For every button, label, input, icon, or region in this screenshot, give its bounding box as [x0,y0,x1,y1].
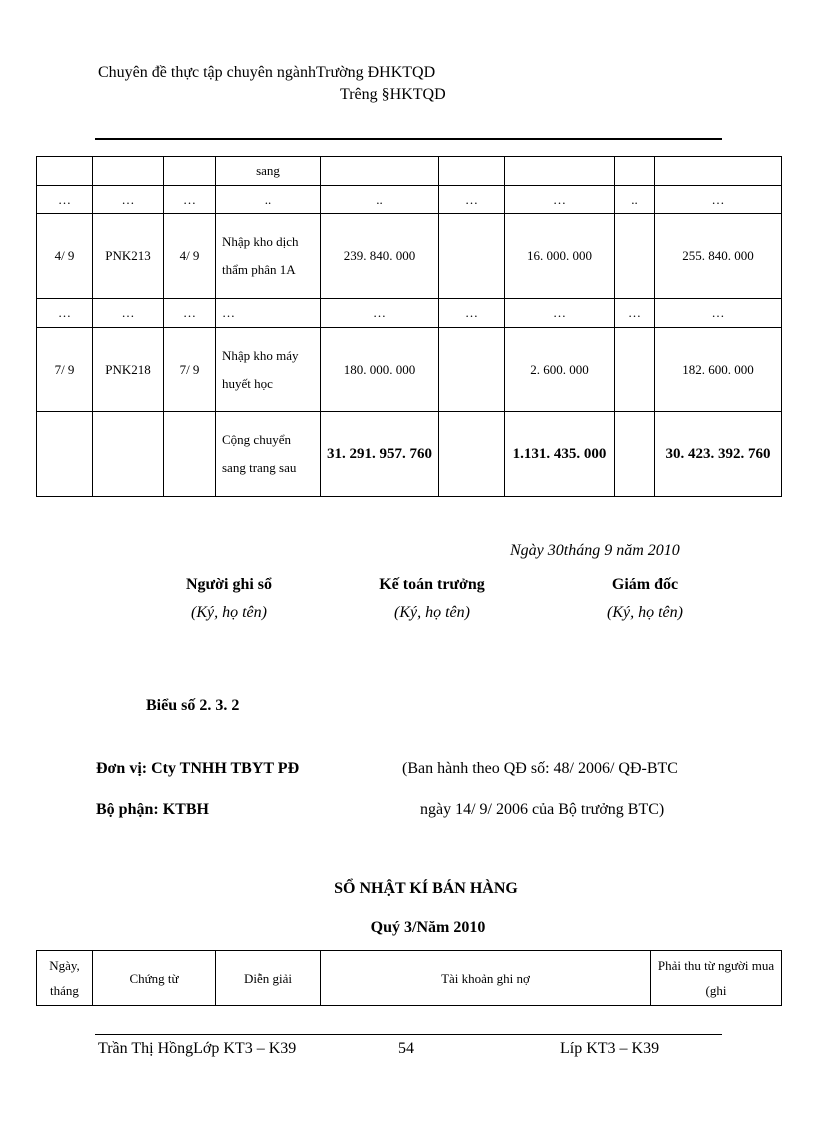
table-row [37,214,782,299]
cell-total: 30. 423. 392. 760 [655,412,782,497]
cell-total [655,157,782,186]
cell-doc-date: … [164,299,216,328]
cell-amount-2 [439,328,505,412]
cell-description: Cộng chuyển sang trang sau [216,412,321,497]
cell-doc-date: … [164,186,216,214]
ledger-table [36,156,782,497]
cell-description: … [216,299,321,328]
signature-sub: (Ký, họ tên) [191,604,267,621]
page-number: 54 [398,1040,414,1057]
cell-amount-3: … [505,186,615,214]
header-receivable: Phải thu từ người mua (ghi [651,951,782,1006]
header-description: Diễn giải [216,951,321,1006]
cell-description: Nhập kho dịch thẩm phân 1A [216,214,321,299]
cell-doc-no: … [93,186,164,214]
header-voucher: Chứng từ [93,951,216,1006]
sales-journal-table [36,950,782,1006]
cell-doc-no: … [93,299,164,328]
footer-rule [95,1034,722,1035]
cell-doc-date: 4/ 9 [164,214,216,299]
cell-amount-4 [615,157,655,186]
cell-doc-no [93,412,164,497]
form-number: Biểu số 2. 3. 2 [146,697,240,714]
cell-date [37,157,93,186]
date-line: Ngày 30tháng 9 năm 2010 [510,542,680,559]
cell-amount-3: 1.131. 435. 000 [505,412,615,497]
cell-amount-2 [439,412,505,497]
cell-amount-3: … [505,299,615,328]
signature-title: Giám đốc [611,576,679,593]
cell-description: .. [216,186,321,214]
cell-date: … [37,299,93,328]
cell-description: sang [216,157,321,186]
table-row [37,299,782,328]
issued-date: ngày 14/ 9/ 2006 của Bộ trưởng BTC) [420,801,665,818]
footer-class: Líp KT3 – K39 [560,1040,660,1057]
cell-date [37,412,93,497]
signature-chief-accountant [332,576,532,622]
signature-title: Người ghi sổ [185,576,273,593]
cell-total: 182. 600. 000 [655,328,782,412]
quarter-label: Quý 3/Năm 2010 [370,919,486,936]
cell-doc-date [164,157,216,186]
header-date: Ngày, tháng [37,951,93,1006]
document-title: SỔ NHẬT KÍ BÁN HÀNG [334,880,518,897]
issued-by: (Ban hành theo QĐ số: 48/ 2006/ QĐ-BTC [402,760,678,777]
cell-amount-1: .. [321,186,439,214]
cell-total: … [655,186,782,214]
table-row-total [37,412,782,497]
cell-amount-4: .. [615,186,655,214]
cell-date: 4/ 9 [37,214,93,299]
cell-amount-2: … [439,186,505,214]
cell-date: … [37,186,93,214]
table-row [37,157,782,186]
cell-amount-4 [615,328,655,412]
cell-amount-4 [615,412,655,497]
cell-amount-2 [439,214,505,299]
cell-date: 7/ 9 [37,328,93,412]
header-line-2: Trêng §HKTQD [340,86,446,103]
header-debit-account: Tài khoản ghi nợ [321,951,651,1006]
cell-amount-1: 239. 840. 000 [321,214,439,299]
signature-director [545,576,745,622]
table-row [37,186,782,214]
department-label: Bộ phận: KTBH [96,801,209,818]
header-rule [95,138,722,140]
signature-recorder [129,576,329,622]
cell-amount-2 [439,157,505,186]
unit-label: Đơn vị: Cty TNHH TBYT PĐ [96,760,300,777]
cell-doc-no: PNK218 [93,328,164,412]
cell-doc-no: PNK213 [93,214,164,299]
cell-amount-3 [505,157,615,186]
cell-total: 255. 840. 000 [655,214,782,299]
cell-amount-4 [615,214,655,299]
cell-amount-1: … [321,299,439,328]
cell-doc-date [164,412,216,497]
table-row [37,328,782,412]
cell-amount-1: 31. 291. 957. 760 [321,412,439,497]
cell-doc-date: 7/ 9 [164,328,216,412]
cell-doc-no [93,157,164,186]
signature-sub: (Ký, họ tên) [394,604,470,621]
cell-amount-2: … [439,299,505,328]
cell-total: … [655,299,782,328]
cell-description: Nhập kho máy huyết học [216,328,321,412]
cell-amount-1: 180. 000. 000 [321,328,439,412]
signature-title: Kế toán trưởng [379,576,485,593]
header-line-1: Chuyên đề thực tập chuyên ngànhTrường ĐHKTQD [98,64,436,81]
cell-amount-3: 16. 000. 000 [505,214,615,299]
cell-amount-3: 2. 600. 000 [505,328,615,412]
cell-amount-1 [321,157,439,186]
footer-author: Trần Thị HồngLớp KT3 – K39 [98,1040,297,1057]
signature-sub: (Ký, họ tên) [607,604,683,621]
table-header-row [37,951,782,1006]
cell-amount-4: … [615,299,655,328]
